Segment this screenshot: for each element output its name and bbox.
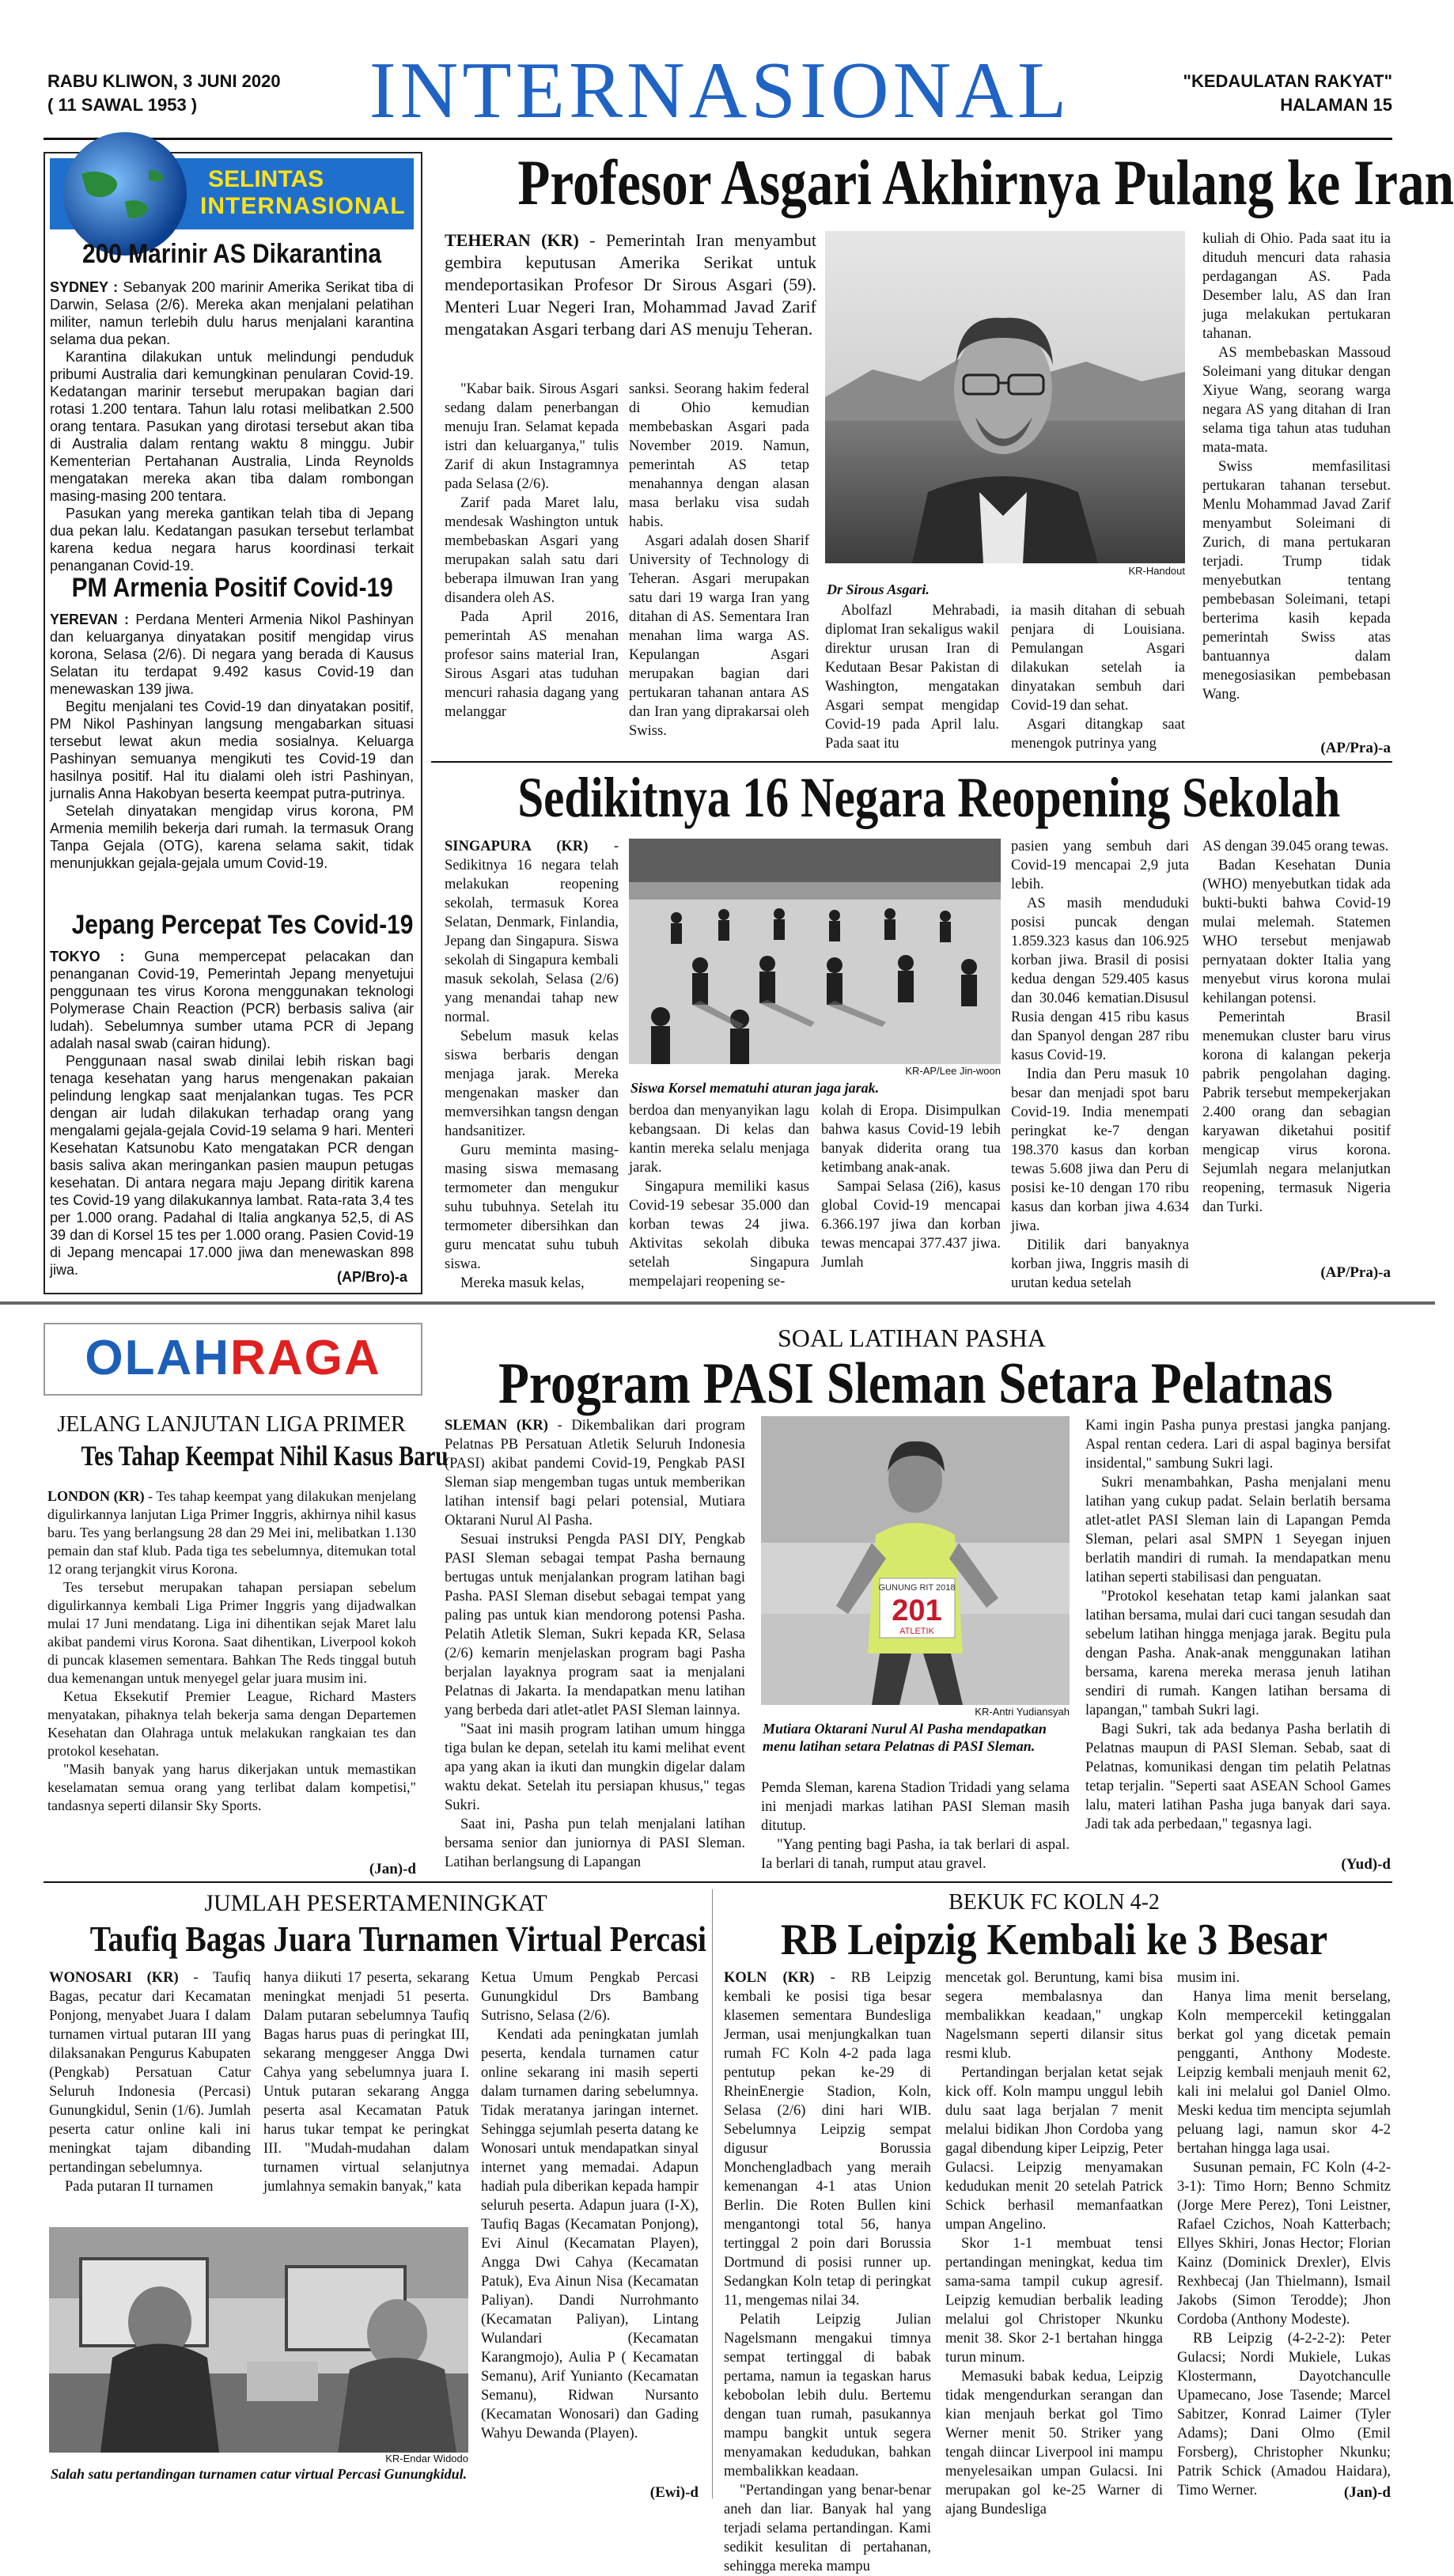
- paragraph: India dan Peru masuk 10 besar dan menjadi spot baru Covid-19. India menempati peringkat ke-7 dengan 198.370 kasus dan korban tewas 5.608 jiwa dan Peru di posisi ke-10 dengan 170 ribu kasus dan korban jiwa 4.634 jiwa.: [1011, 1066, 1189, 1234]
- selintas-a1-body: [50, 278, 414, 574]
- catur-photo: [49, 2227, 468, 2453]
- paragraph: Guna mempercepat pelacakan dan penanganan Covid-19, Pemerintah Jepang menyetujui penggunaan tes virus Korona menggunakan teknologi Polymerase Chain Reaction (PCR) berbasis saliva (air ludah). Sebelumnya sumber utama PCR di Jepang adalah nasal swab (cairan hidung).: [50, 949, 414, 1051]
- sekolah-col5: [1202, 837, 1391, 1264]
- paragraph: Tes tersebut merupakan tahapan persiapan sebelum digulirkannya kembali Liga Primer Inggris yang dijadwalkan mulai 17 Juni mendatang. Liga ini dihentikan sejak Maret lalu akibat pandemi virus Korona. Saat dihentikan, Liverpool kokoh di puncak klasemen sementara. Bahkan The Reds tinggal butuh dua kemenangan untuk menyegel gelar juara musim ini.: [47, 1579, 416, 1686]
- paragraph: Asgari ditangkap saat menengok putrinya yang: [1011, 717, 1185, 752]
- paragraph: Mereka masuk kelas,: [460, 1275, 585, 1291]
- sekolah-sign: (AP/Pra)-a: [1320, 1264, 1391, 1281]
- dateline: TEHERAN (KR): [445, 230, 579, 250]
- pasi-col2: [445, 1779, 1070, 1873]
- paragraph: AS dengan 39.045 orang tewas.: [1202, 839, 1389, 854]
- bib-event: GUNUNG RIT 2018: [878, 1583, 956, 1593]
- column-divider: [712, 1889, 713, 2498]
- paragraph: RB Leipzig (4-2-2-2): Peter Gulacsi; Nordi Mukiele, Lukas Klostermann, Dayotchanculle Upamecano, Jose Tasende; Marcel Sabitzer, Konrad Laimer (Tyler Adams); Dani Olmo (Emil Forsberg), Christopher Nkunku; Patrik Schick (Amadou Haidara), Timo Werner.: [1177, 2331, 1391, 2498]
- paragraph: "Saat ini masih program latihan umum hingga tiga bulan ke depan, setelah itu kami melihat event apa yang akan ia ikuti dan mungkin digelar dalam waktu dekat. Setelah itu persiapan khusus," tegas Sukri.: [445, 1722, 745, 1813]
- hijri-date: ( 11 SAWAL 1953 ): [47, 95, 198, 115]
- selintas-a2-title: PM Armenia Positif Covid-19: [71, 573, 393, 603]
- asgari-photo: [825, 231, 1185, 563]
- paragraph: Ditilik dari banyaknya korban jiwa, Inggris masih di urutan kedua setelah: [1011, 1237, 1189, 1291]
- paragraph: "Kabar baik. Sirous Asgari sedang dalam penerbangan menuju Iran. Selamat kepada istri dan keluarganya," tulis Zarif di akun Instagramnya pada Selasa (2/6).: [445, 381, 619, 492]
- paragraph: ia masih ditahan di sebuah penjara di Louisiana. Pemulangan Asgari dilakukan setelah ia dinyatakan sembuh dari Covid-19 dan sehat.: [1011, 603, 1185, 714]
- paragraph: "Pertandingan yang benar-benar aneh dan liar. Banyak hal yang terjadi selama pertandingan. Kami sedikit kesulitan di pertahanan, sehingga mereka mampu: [724, 2483, 931, 2574]
- paragraph: Pada putaran II turnamen: [65, 2179, 214, 2195]
- paragraph: Pemerintah Brasil menemukan cluster baru virus korona di kalangan pekerja pabrik pengolahan daging. Pabrik tersebut mempekerjakan 2.400 orang dan sebagian karyawan diketahui positif mengicap virus korona. Sejumlah negara melanjutkan reopening, termasuk Nigeria dan Turki.: [1202, 1010, 1391, 1215]
- dateline: SLEMAN (KR): [445, 1418, 548, 1434]
- asgari-photo-credit: KR-Handout: [1128, 565, 1185, 577]
- paragraph: Badan Kesehatan Dunia (WHO) menyebutkan tidak ada bukti-bukti bahwa Covid-19 mulai melemah. Statemen WHO tersebut menjawab pernyataan dokter Italia yang menyebut virus korona mulai kehilangan potensi.: [1202, 858, 1391, 1006]
- dateline: LONDON (KR): [47, 1488, 145, 1504]
- dateline: WONOSARI (KR): [49, 1970, 179, 1986]
- paper-name: "KEDAULATAN RAKYAT": [1183, 71, 1392, 91]
- paragraph: Memasuki babak kedua, Leipzig tidak mengendurkan serangan dan kian menjauh berkat gol Timo Werner menit 50. Striker yang tengah diincar Liverpool ini mampu menyelesaikan umpan Gulacsi. Ini merupakan gol ke-25 Warner di ajang Bundesliga: [945, 2369, 1163, 2517]
- pasi-kicker: SOAL LATIHAN PASHA: [778, 1324, 1046, 1352]
- liga-body: [47, 1487, 416, 1859]
- olahraga-logo-raga: RAGA: [230, 1331, 381, 1385]
- dateline: KOLN (KR): [724, 1970, 815, 1986]
- paragraph: - Sedikitnya 16 negara telah melakukan reopening sekolah, termasuk Korea Selatan, Denmark, Finlandia, Jepang dan Singapura. Siswa sekolah di Singapura kembali masuk sekolah, Selasa (2/6) yang menandai tahap new normal.: [445, 839, 619, 1025]
- paragraph: Asgari adalah dosen Sharif University of Technology di Teheran. Asgari merupakan satu dari 19 warga Iran yang ditahan di AS. Sementara Iran menahan lima warga AS. Kepulangan Asgari merupakan bagian dari pertukaran tahanan antara AS dan Iran yang diprakarsai oleh Swiss.: [629, 533, 809, 739]
- paragraph: Hanya lima menit berselang, Koln mempercekil ketinggalan berkat gol yang dicetak pemain pengganti, Anthony Modeste. Leipzig kembali menjauh menit 62, kali ini melalui gol Daniel Olmo. Meski kedua tim mencipta sejumlah peluang lagi, namun skor 4-2 bertahan hingga laga usai.: [1177, 1989, 1391, 2157]
- paragraph: Sesuai instruksi Pengda PASI DIY, Pengkab PASI Sleman sebagai tempat Pasha bernaung bertugas untuk menjalankan program latihan bagi Pasha. PASI Sleman disebut sebagai tempat yang paling pas untuk kian mendorong potensi Pasha. Pelatih Atletik Sleman, Sukri kepada KR, Selasa (2/6) kemarin menjelaskan program bagi Pasha berjalan layaknya program saat ia menjalani Pelatnas di Jakarta. Ia mendapatkan menu latihan yang berbeda dari atlet-atlet PASI Sleman lainnya.: [445, 1532, 745, 1718]
- asgari-lead: [445, 229, 816, 364]
- paragraph: Karantina dilakukan untuk melindungi penduduk pribumi Australia dari kemungkinan penularan Covid-19. Kedatangan marinir tersebut merupakan bagian dari rotasi 1.200 tentara. Tahun lalu rotasi melibatkan 2.500 orang tentara. Pasukan yang dirotasi tersebut akan tiba di Australia dalam rentang waktu 8 minggu. Jubir Kementerian Pertahanan Australia, Linda Reynolds mengatakan mereka akan tiba dalam rombongan masing-masing 200 tentara.: [50, 349, 414, 504]
- paragraph: Zarif pada Maret lalu, mendesak Washington untuk membebaskan Asgari yang merupakan salah satu dari beberapa ilmuwan Iran yang disandera oleh AS.: [445, 495, 619, 606]
- students-image: [629, 839, 1001, 1064]
- selintas-a1-title: 200 Marinir AS Dikarantina: [81, 239, 382, 269]
- paragraph: - Tes tahap keempat yang dilakukan menjelang digulirkannya lanjutan Liga Primer Inggris, akhirnya nihil kasus baru. Tes yang berlangsung 28 dan 29 Mei ini, melibatkan 1.130 pemain dan staf klub. Pada tiga tes sebelumnya, ditemukan total 12 orang terjangkit virus Korona.: [47, 1488, 416, 1577]
- paragraph: Sebelum masuk kelas siswa berbaris dengan menjaga jarak. Mereka mengenakan masker dan memversihkan tangsn dengan handsanitizer.: [445, 1029, 619, 1139]
- leipzig-title: RB Leipzig Kembali ke 3 Besar: [780, 1915, 1328, 1964]
- leipzig-col2: [945, 1968, 1163, 2517]
- paragraph: - Taufiq Bagas, pecatur dari Kecamatan Ponjong, menyabet Juara I dalam turnamen virtual putaran III yang dilaksanakan Pengurus Kabupaten (Pengkab) Persatuan Catur Seluruh Indonesia (Percasi) Gunungkidul, Senin (1/6). Jumlah peserta catur online kali ini meningkat tajam dibanding pertandingan sebelumnya.: [49, 1970, 251, 2176]
- paragraph: Sampai Selasa (2i6), kasus global Covid-19 mencapai 6.366.197 jiwa dan korban tewas mencapai 377.437 jiwa. Jumlah: [821, 1179, 1001, 1271]
- dateline: SINGAPURA (KR): [445, 839, 589, 854]
- paper-info: [1092, 70, 1392, 117]
- catur-title: Taufiq Bagas Juara Turnamen Virtual Percasi: [89, 1919, 707, 1959]
- leipzig-kicker: BEKUK FC KOLN 4-2: [949, 1890, 1160, 1915]
- liga-title: Tes Tahap Keempat Nihil Kasus Baru: [81, 1440, 449, 1472]
- paragraph: Ketua Eksekutif Premier League, Richard Masters menyatakan, pihaknya telah bekerja sama dengan Departemen Kesehatan dan Olahraga untuk melakukan rangkaian tes dan protokol kesehatan.: [47, 1688, 416, 1759]
- asgari-col1: [445, 380, 619, 760]
- header-rule: [44, 138, 1392, 140]
- asgari-title: Profesor Asgari Akhirnya Pulang ke Iran: [517, 146, 1454, 218]
- catur-sign: (Ewi)-d: [649, 2484, 699, 2501]
- pasi-sign: (Yud)-d: [1341, 1856, 1391, 1873]
- liga-sign: (Jan)-d: [369, 1861, 416, 1877]
- paragraph: "Protokol kesehatan tetap kami jalankan saat latihan bersama, mulai dari cuci tangan sesudah dan sebelum latihan hingga menjaga jarak. Begitu pula dengan Pasha. Anak-anak menggunakan latihan bersama, karena mereka merasa jenuh latihan sendiri di rumah. Kangen latihan bersama di lapangan," tambah Sukri lagi.: [1085, 1589, 1391, 1718]
- asgari-col4: [1011, 601, 1185, 760]
- leipzig-sign: (Jan)-d: [1343, 2484, 1391, 2501]
- runner-image: [761, 1416, 1070, 1705]
- paragraph: Pasukan yang mereka gantikan telah tiba di Jepang dua pekan lalu. Kedatangan pasukan tersebut terlambat karena kedua negara harus koordinasi terkait penanganan Covid-19.: [50, 506, 414, 574]
- selintas-logo-line2: INTERNASIONAL: [200, 193, 406, 219]
- paragraph: berdoa dan menyanyikan lagu kebangsaan. Di kelas dan kantin mereka selalu menjaga jarak.: [629, 1103, 809, 1176]
- selintas-a3-sign: (AP/Bro)-a: [337, 1269, 407, 1285]
- asgari-col3: [825, 601, 999, 760]
- asgari-caption: Dr Sirous Asgari.: [827, 581, 930, 597]
- paragraph: sanksi. Seorang hakim federal di Ohio kemudian membebaskan Asgari pada November 2019. Namun, pemerintah AS tetap menahannya dengan alasan masa berlaku visa sudah habis.: [629, 381, 809, 530]
- paragraph: musim ini.: [1177, 1970, 1240, 1986]
- liga-kicker: JELANG LANJUTAN LIGA PRIMER: [57, 1412, 406, 1437]
- paragraph: "Masih banyak yang harus dikerjakan untuk memastikan keselamatan semua orang yang terlibat dalam kompetisi," tandasnya seperti dilansir Sky Sports.: [47, 1761, 416, 1813]
- paragraph: - Dikembalikan dari program Pelatnas PB Persatuan Atletik Seluruh Indonesia (PASI) akibat pandemi Covid-19, Pengkab PASI Sleman siap mengemban tugas untuk memberikan latihan intensif bagi pelari potensial, Mutiara Oktarani Nurul Al Pasha.: [445, 1418, 745, 1529]
- sekolah-caption: Siswa Korsel mematuhi aturan jaga jarak.: [630, 1080, 880, 1096]
- pasi-caption: Mutiara Oktarani Nurul Al Pasha mendapatkan menu latihan setara Pelatnas di PASI Sleman.: [763, 1721, 1047, 1754]
- paragraph: Sukri menambahkan, Pasha menjalani menu latihan yang cukup padat. Selain berlatih bersama atlet-atlet PASI Sleman lain di Lapangan Pemda Sleman, pelari asal SMPN 1 Seyegan injuen berlatih mandiri di rumah. Ia mendapatkan menu latihan seperti stabilisasi dan penguatan.: [1085, 1475, 1391, 1585]
- selintas-logo-line1: SELINTAS: [208, 166, 324, 192]
- bib-sub: ATLETIK: [899, 1627, 934, 1636]
- selintas-logo: [50, 158, 414, 229]
- catur-col2: [263, 1968, 469, 2222]
- paragraph: kolah di Eropa. Disimpulkan bahwa kasus Covid-19 lebih banyak diderita orang tua ketimbang anak-anak.: [821, 1103, 1001, 1176]
- chess-players-image: [49, 2227, 468, 2453]
- article-divider: [44, 1881, 1392, 1883]
- paragraph: Pertandingan berjalan ketat sejak kick off. Koln mampu unggul lebih dulu saat laga berjalan 7 menit melalui bidikan Jhon Cordoba yang gagal dibendung kiper Leipzig, Peter Gulacsi. Leipzig menyamakan kedudukan menit 20 setelah Patrick Schick berhasil memanfaatkan umpan Angelino.: [945, 2065, 1163, 2233]
- paragraph: Sebanyak 200 marinir Amerika Serikat tiba di Darwin, Selasa (2/6). Mereka akan menjalani pelatihan militer, namun terlebih dulu harus menjalani karantina selama dua pekan.: [50, 279, 414, 347]
- paragraph: Begitu menjalani tes Covid-19 dan dinyatakan positif, PM Nikol Pashinyan langsung mengabarkan situasi tersebut lewat akun media sosialnya. Keluarga Pashinyan semuanya mengikuti tes Covid-19 dan hasilnya positif. Hal itu dialami oleh istri Pashinyan, jurnalis Anna Hakobyan beserta keempat putra-putrinya.: [50, 699, 414, 801]
- paragraph: Bagi Sukri, tak ada bedanya Pasha berlatih di Pelatnas maupun di PASI Sleman. Sebab, saat di Pelatnas, komunikasi dengan tim pelatih Pelatnas tetap terjalin. "Seperti saat ASEAN School Games lalu, materi latihan Pasha juga banyak dari saya. Jadi tak ada perbedaan," tegasnya lagi.: [1085, 1722, 1391, 1832]
- paragraph: Singapura memiliki kasus Covid-19 sebesar 35.000 dan korban tewas 24 jiwa. Aktivitas sekolah dibuka setelah Singapura mempelajari reopening se-: [629, 1179, 809, 1290]
- selintas-a3-title: Jepang Percepat Tes Covid-19: [71, 910, 414, 940]
- sekolah-col1: [445, 837, 619, 1291]
- selintas-a2-body: [50, 611, 414, 903]
- paragraph: Abolfazl Mehrabadi, diplomat Iran sekaligus wakil direktur urusan Iran di Kedutaan Besar Pakistan di Washington, mengatakan Asgari sempat mengidap Covid-19 pada April lalu. Pada saat itu: [825, 603, 999, 752]
- paragraph: Susunan pemain, FC Koln (4-2-3-1): Timo Horn; Benno Schmitz (Jorge Mere Perez), Toni Leistner, Rafael Czichos, Noah Katterbach; Ellyes Skhiri, Jonas Hector; Florian Kainz (Dominick Drexler), Elvis Rexhbecaj (Jan Thielmann), Ismail Jakobs (Simon Terodde); Jhon Cordoba (Anthony Modeste).: [1177, 2160, 1391, 2328]
- sekolah-col3: [821, 1101, 1001, 1283]
- section-divider: [0, 1301, 1435, 1305]
- olahraga-logo-olah: OLAH: [85, 1331, 231, 1385]
- catur-col1: [49, 1968, 251, 2222]
- sekolah-photo-credit: KR-AP/Lee Jin-woon: [905, 1065, 1001, 1077]
- dateline: TOKYO :: [50, 949, 125, 964]
- sekolah-photo: [629, 839, 1001, 1064]
- asgari-col2: [629, 380, 809, 760]
- sekolah-col2: [629, 1101, 809, 1290]
- paragraph: Kendati ada peningkatan jumlah peserta, kendala turnamen catur online sekarang ini masih seperti dalam turnamen daring sebelumnya. Tidak meratanya jaringan internet. Sehingga sejumlah peserta datang ke Wonosari untuk mendapatkan sinyal internet yang memadai. Adapun hadiah pula diberikan kepada hampir seluruh peserta. Adapun juara (I-X), Taufiq Bagas (Kecamatan Ponjong), Evi Ainul (Kecamatan Playen), Angga Dwi Cahya (Kecamatan Patuk), Eva Ainun Nisa (Kecamatan Paliyan). Dandi Nurrohmanto (Kecamatan Paliyan), Lintang Wulandari (Kecamatan Karangmojo), Aulia P ( Kecamatan Semanu), Arif Yunianto (Kecamatan Semanu), Ridwan Nursanto (Kecamatan Wonosari) dan Gading Wahyu Dewanda (Playen).: [481, 2027, 699, 2442]
- paragraph: Swiss memfasilitasi pertukaran tahanan tersebut. Menlu Mohammad Javad Zarif menyambut Soleimani di Zurich, di mana pertukaran terjadi. Trump tidak menyebutkan tentang pembebasan Soleimani, tetapi berterima kasih kepada pemerintah Swiss atas bantuannya dalam menegosiasikan pembebasan Wang.: [1202, 459, 1391, 703]
- pasi-title: Program PASI Sleman Setara Pelatnas: [498, 1351, 1333, 1416]
- paragraph: AS masih menduduki posisi puncak dengan 1.859.323 kasus dan 106.925 korban jiwa. Brasil di posisi kedua dengan 529.405 kasus dan 30.046 kematian.Disusul Rusia dengan 415 ribu kasus dan Spanyol dengan 287 ribu kasus Covid-19.: [1011, 896, 1189, 1063]
- dateline: YEREVAN :: [50, 612, 130, 627]
- pasi-photo-credit: KR-Antri Yudiansyah: [975, 1706, 1070, 1718]
- paragraph: - Pemerintah Iran menyambut gembira keputusan Amerika Serikat untuk mendeportasikan Profesor Dr Sirous Asgari (59). Menteri Luar Negeri Iran, Mohammad Javad Zarif mengatakan Asgari terbang dari AS menuju Teheran.: [445, 230, 816, 339]
- paragraph: Kami ingin Pasha punya prestasi jangka panjang. Aspal rentan cedera. Lari di aspal baginya bersifat insidental," sambung Sukri lagi.: [1085, 1418, 1391, 1472]
- paragraph: mencetak gol. Beruntung, kami bisa segera membalasnya dan membalikkan keadaan," ungkap Nagelsmann seperti dilansir situs resmi klub.: [945, 1970, 1163, 2062]
- section-masthead: INTERNASIONAL: [369, 46, 1071, 135]
- sekolah-col4: [1011, 837, 1189, 1291]
- paragraph: Skor 1-1 membuat tensi pertandingan meningkat, kedua tim sama-sama tampil cukup agresif. Leipzig kemudian berbalik leading melalui gol Christoper Nkunku menit 38. Skor 2-1 bertahan hingga turun minum.: [945, 2236, 1163, 2366]
- pasi-col3: [1085, 1416, 1391, 1859]
- asgari-sign: (AP/Pra)-a: [1320, 740, 1391, 756]
- paragraph: Perdana Menteri Armenia Nikol Pashinyan dan keluarganya dinyatakan positif mengidap virus korona, Selasa (2/6). Di negara yang berada di Kausus Selatan itu terdapat 9.492 kasus Covid-19 dan menewaskan 139 jiwa.: [50, 612, 414, 697]
- leipzig-col1: [724, 1968, 931, 2574]
- paragraph: AS membebaskan Massoud Soleimani yang ditukar dengan Xiyue Wang, seorang warga negara AS yang ditahan di Iran selama tiga tahun atas tuduhan mata-mata.: [1202, 345, 1391, 456]
- paragraph: Saat ini, Pasha pun telah menjalani latihan bersama senior dan juniornya di PASI Sleman. Latihan berlangsung di Lapangan: [445, 1816, 745, 1870]
- asgari-col5: [1202, 229, 1391, 740]
- catur-caption: Salah satu pertandingan turnamen catur virtual Percasi Gunungkidul.: [51, 2466, 468, 2482]
- paragraph: Pada April 2016, pemerintah AS menahan profesor sains material Iran, Sirous Asgari atas tuduhan mencuri rahasia dagang yang melanggar: [445, 609, 619, 720]
- sekolah-title: Sedikitnya 16 Negara Reopening Sekolah: [517, 766, 1341, 829]
- edition-date: RABU KLIWON, 3 JUNI 2020: [47, 71, 281, 91]
- portrait-image: [825, 231, 1185, 563]
- paragraph: hanya diikuti 17 peserta, sekarang meningkat menjadi 51 peserta. Dalam putaran sebelumnya Taufiq Bagas harus puas di peringkat III, sekarang menggeser Angga Dwi Cahya yang sebelumnya juara I. Untuk putaran sekarang Angga peserta asal Kecamatan Patuk harus tukar tempat ke peringkat III. "Mudah-mudahan dalam turnamen virtual selanjutnya jumlahnya semakin banyak," kata: [263, 1970, 469, 2195]
- paragraph: - RB Leipzig kembali ke posisi tiga besar klasemen sementara Bundesliga Jerman, usai menjungkalkan tuan rumah FC Koln 4-2 pada laga pentutup pekan ke-29 di RheinEnergie Stadion, Koln, Selasa (2/6) dini hari WIB. Sebelumnya Leipzig sempat digusur Borussia Monchengladbach yang meraih kemenangan 4-1 atas Union Berlin. Die Roten Bullen kini mengantongi total 56, hanya tertinggal 2 poin dari Borussia Dortmund di posisi runner up. Sedangkan Koln tetap di peringkat 11, mengemas nilai 34.: [724, 1970, 931, 2309]
- catur-photo-credit: KR-Endar Widodo: [385, 2453, 468, 2464]
- paragraph: kuliah di Ohio. Pada saat itu ia dituduh mencuri data rahasia perdagangan AS. Pada Desember lalu, AS dan Iran juga melakukan pertukaran tahanan.: [1202, 231, 1391, 342]
- bib-number: 201: [892, 1594, 942, 1627]
- paragraph: Guru meminta masing-masing siswa memasang termometer dan mengukur suhu tubuhnya. Setelah itu termometer dibersihkan dan guru mencatat suhu tubuh siswa.: [445, 1142, 619, 1272]
- olahraga-logo: [44, 1323, 422, 1396]
- edition-date-block: [47, 70, 348, 117]
- catur-kicker: JUMLAH PESERTAMENINGKAT: [204, 1890, 547, 1916]
- article-divider: [431, 761, 1392, 763]
- paragraph: Pemda Sleman, karena Stadion Tridadi yang selama ini menjadi markas latihan PASI Sleman masih ditutup.: [761, 1780, 1070, 1834]
- page-number: HALAMAN 15: [1280, 95, 1392, 115]
- paragraph: "Yang penting bagi Pasha, ia tak berlari di aspal. Ia berlari di tanah, rumput atau gravel.: [761, 1837, 1070, 1872]
- pasi-photo: [761, 1416, 1070, 1705]
- paragraph: Pelatih Leipzig Julian Nagelsmann mengakui timnya sempat tertinggal di babak pertama, namun ia tegaskan harus kebobolan lebih dulu. Bertemu dengan tuan rumah, pasukannya mampu bangkit untuk segera menyamakan kedudukan, bahkan membalikkan keadaan.: [724, 2312, 931, 2479]
- dateline: SYDNEY :: [50, 279, 119, 295]
- paragraph: Setelah dinyatakan mengidap virus korona, PM Armenia memilih bekerja dari rumah. Ia termasuk Orang Tanpa Gejala (OTG), karena selama sakit, tidak menunjukkan gejala-gejala umum Covid-19.: [50, 803, 414, 871]
- catur-col3: [481, 1968, 699, 2483]
- paragraph: pasien yang sembuh dari Covid-19 mencapai 2,9 juta lebih.: [1011, 839, 1189, 892]
- paragraph: Penggunaan nasal swab dinilai lebih riskan bagi tenaga kesehatan yang harus mengenakan pakaian pelindung lengkap saat menjalankan tugas. Tes PCR dengan air ludah dilakukan terhadap orang yang mengalami gejala-gejala Covid-19 selama 9 hari. Menteri Kesehatan Katsunobu Kato mengatakan PCR dengan basis saliva akan meringankan pasien maupun petugas kesehatan. Di antara negara maju Jepang diritik karena tes Covid-19 yang dilakukannya lambat. Rata-rata 3,4 tes per 1.000 orang. Padahal di Italia angkanya 52,5, di AS 39 dan di Korsel 15 tes per 1.000 orang. Pasien Covid-19 di Jepang mencapai 17.000 jiwa dan menewaskan 898 jiwa.: [50, 1053, 414, 1278]
- paragraph: Ketua Umum Pengkab Percasi Gunungkidul Drs Bambang Sutrisno, Selasa (2/6).: [481, 1970, 699, 2024]
